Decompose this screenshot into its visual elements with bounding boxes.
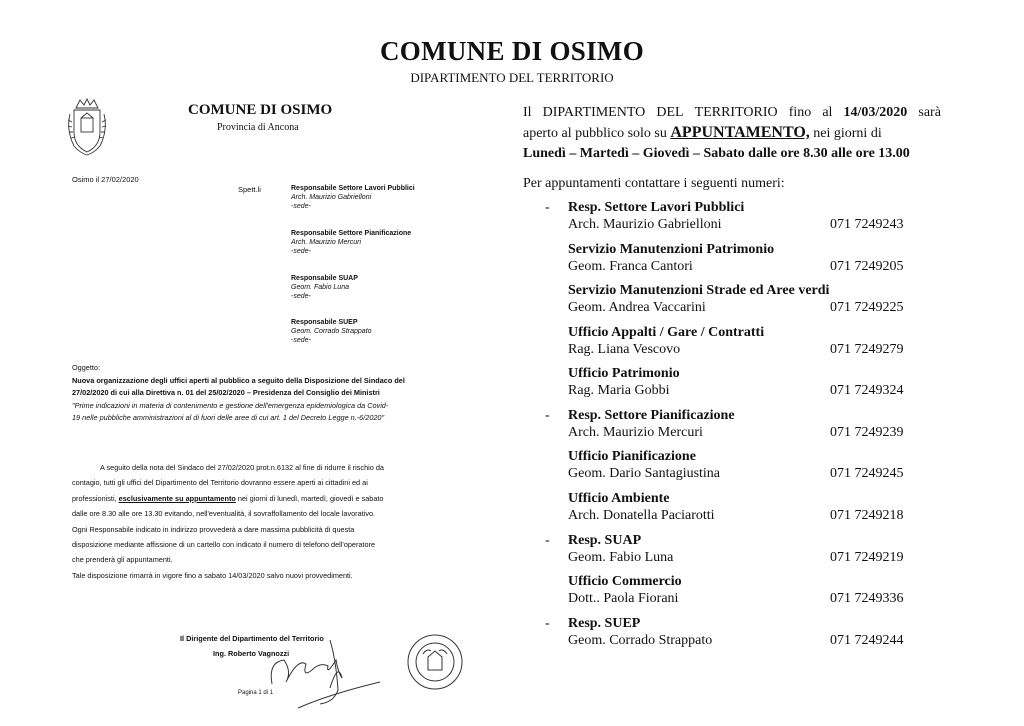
office-title: Ufficio Commercio [568, 574, 682, 589]
scanned-letter [60, 92, 480, 722]
recipient-sede: -sede- [291, 203, 311, 210]
body-line [72, 491, 472, 506]
office-title: Ufficio Pianificazione [568, 449, 696, 464]
announcement-line [523, 103, 941, 123]
announcement-line [523, 123, 941, 144]
list-dash: - [545, 408, 550, 423]
end-date: 14/03/2020 [843, 105, 908, 120]
subject-line: 27/02/2020 di cui alla Direttiva n. 01 del 25/02/2020 – Presidenza del Consiglio dei Ministri [72, 388, 380, 397]
person-name: Rag. Liana Vescovo [568, 342, 681, 357]
appointment-emphasis: APPUNTAMENTO, [670, 124, 810, 141]
recipient-sede: -sede- [291, 337, 311, 344]
phone-number: 071 7249219 [830, 550, 904, 565]
recipient-suap [291, 274, 358, 301]
letter-date: Osimo il 27/02/2020 [72, 175, 139, 184]
office-title: Ufficio Appalti / Gare / Contratti [568, 325, 765, 340]
body-line: Ogni Responsabile indicato in indirizzo provvederà a dare massima pubblicità di questa [72, 524, 355, 534]
office-title: Resp. Settore Lavori Pubblici [568, 200, 745, 215]
office-title: Resp. SUEP [568, 616, 641, 631]
subject-line: Nuova organizzazione degli uffici aperti al pubblico a seguito della Disposizione del Sindaco del [72, 375, 405, 385]
body-line: dalle ore 8.30 alle ore 13.30 evitando, nell'eventualità, il sovraffollamento del locale lavorativo. [72, 509, 376, 519]
recipient-title: Responsabile Settore Pianificazione [291, 230, 412, 237]
person-name: Geom. Fabio Luna [568, 550, 674, 565]
word: DEL [656, 105, 684, 120]
recipient-sede: -sede- [291, 293, 311, 300]
recipient-name: Geom. Fabio Luna [291, 284, 349, 291]
phone-number: 071 7249239 [830, 425, 904, 440]
phone-number: 071 7249244 [830, 633, 904, 648]
recipient-suep [291, 318, 372, 345]
recipient-title: Responsabile Settore Lavori Pubblici [291, 185, 415, 192]
office-title: Servizio Manutenzioni Strade ed Aree verdi [568, 283, 830, 298]
word: TERRITORIO [694, 105, 778, 120]
signature-stamp-icon [210, 632, 470, 722]
list-dash: - [545, 533, 550, 548]
signature-role: Il Dirigente del Dipartimento del Territorio [180, 634, 324, 643]
word: sarà [918, 105, 941, 120]
office-title: Resp. Settore Pianificazione [568, 408, 735, 423]
recipient-title: Responsabile SUAP [291, 275, 358, 282]
phone-number: 071 7249205 [830, 259, 904, 274]
office-title: Resp. SUAP [568, 533, 642, 548]
subject-quote: "Prime indicazioni in materia di contenimento e gestione dell'emergenza epidemiologica da Covid- [72, 400, 389, 410]
person-name: Geom. Franca Cantori [568, 259, 693, 274]
recipient-name: Arch. Maurizio Mercuri [291, 239, 362, 246]
person-name: Geom. Dario Santagiustina [568, 466, 721, 481]
page-number: Pagina 1 di 1 [238, 690, 274, 696]
letter-subject [72, 362, 472, 425]
person-name: Dott.. Paola Fiorani [568, 591, 679, 606]
announcement-text: aperto al pubblico solo su [523, 126, 671, 141]
body-text: nei giorni di lunedì, martedì, giovedì e sabato [235, 493, 384, 503]
announcement [523, 103, 941, 164]
word: al [822, 105, 833, 120]
word: Il [523, 105, 532, 120]
signature-name: Ing. Roberto Vagnozzi [213, 649, 290, 658]
word: DIPARTIMENTO [542, 105, 646, 120]
body-emphasis: esclusivamente su appuntamento [118, 493, 236, 503]
announcement-text: nei giorni di [809, 126, 882, 141]
person-name: Arch. Maurizio Gabrielloni [568, 217, 722, 232]
person-name: Rag. Maria Gobbi [568, 383, 670, 398]
subject-label: Oggetto: [72, 363, 100, 372]
phone-number: 071 7249324 [830, 383, 904, 398]
recipient-lavori-pubblici [291, 184, 415, 211]
letter-body [72, 460, 472, 583]
phone-number: 071 7249225 [830, 300, 904, 315]
office-title: Servizio Manutenzioni Patrimonio [568, 242, 775, 257]
phone-number: 071 7249336 [830, 591, 904, 606]
recipient-title: Responsabile SUEP [291, 319, 358, 326]
body-line: contagio, tutti gli uffici del Dipartimento del Territorio dovranno essere aperti ai cittadini ed ai [72, 478, 368, 488]
letter-spett: Spett.li [238, 185, 261, 194]
page-subtitle: DIPARTIMENTO DEL TERRITORIO [410, 70, 614, 85]
contact-label: Per appuntamenti contattare i seguenti numeri: [523, 176, 785, 191]
body-line: A seguito della nota del Sindaco del 27/02/2020 prot.n.6132 al fine di ridurre il rischio da [100, 463, 384, 472]
phone-number: 071 7249218 [830, 508, 904, 523]
recipient-name: Geom. Corrado Strappato [291, 328, 372, 335]
person-name: Geom. Andrea Vaccarini [568, 300, 706, 315]
subject-quote: 19 nelle pubbliche amministrazioni al di fuori delle aree di cui art. 1 del Decreto Legge n.-6/2020" [72, 413, 385, 422]
municipal-crest-icon [64, 96, 110, 158]
person-name: Arch. Maurizio Mercuri [568, 425, 703, 440]
office-title: Ufficio Ambiente [568, 491, 670, 506]
phone-number: 071 7249243 [830, 217, 904, 232]
letter-province: Provincia di Ancona [217, 122, 299, 133]
page-title: COMUNE DI OSIMO [379, 36, 644, 66]
opening-hours: Lunedì – Martedì – Giovedì – Sabato dalle ore 8.30 alle ore 13.00 [523, 146, 910, 161]
body-line: disposizione mediante affissione di un cartello con indicato il numero di telefono dell'operatore [72, 540, 376, 550]
person-name: Arch. Donatella Paciarotti [568, 508, 715, 523]
body-line: che prenderà gli appuntamenti. [72, 555, 173, 565]
office-title: Ufficio Patrimonio [568, 366, 680, 381]
person-name: Geom. Corrado Strappato [568, 633, 713, 648]
recipient-name: Arch. Maurizio Gabrielloni [291, 194, 372, 201]
letter-title: COMUNE DI OSIMO [188, 102, 333, 118]
body-text: professionisti, [72, 493, 119, 503]
phone-number: 071 7249245 [830, 466, 904, 481]
list-dash: - [545, 616, 550, 631]
recipient-pianificazione [291, 229, 411, 256]
body-line: Tale disposizione rimarrà in vigore fino a sabato 14/03/2020 salvo nuovi provvedimenti. [72, 570, 353, 580]
phone-number: 071 7249279 [830, 342, 904, 357]
word: fino [788, 105, 812, 120]
recipient-sede: -sede- [291, 248, 311, 255]
list-dash: - [545, 200, 550, 215]
